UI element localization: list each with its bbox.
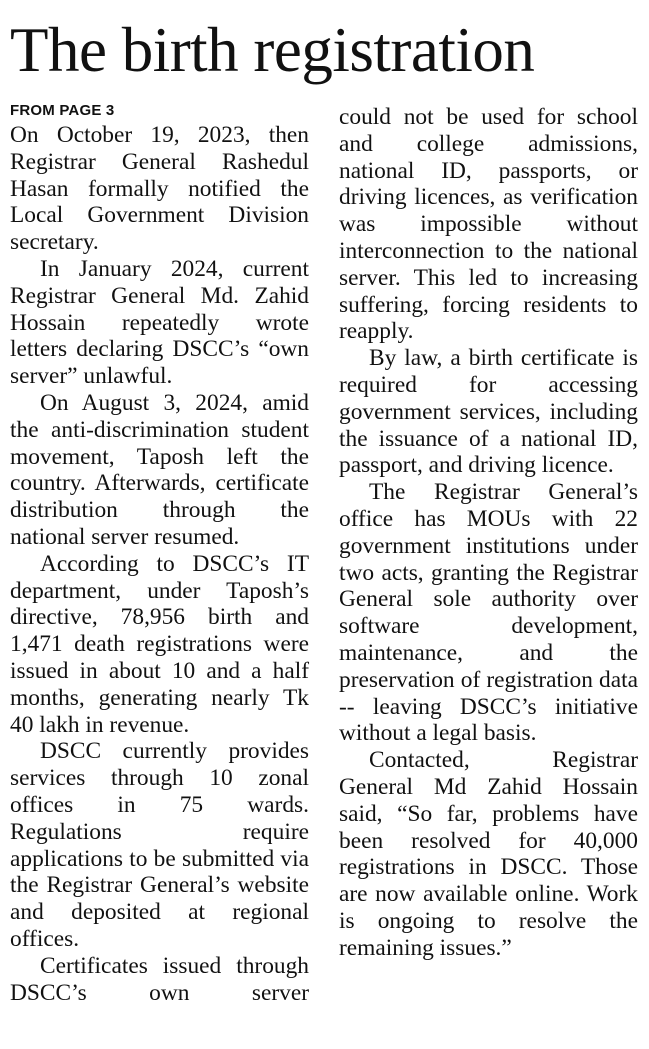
paragraph: In January 2024, current Registrar General Md. Zahid Hossain repeatedly wrote letters declaring DSCC’s “own server” unlawful. [10, 255, 309, 390]
continuation-kicker: FROM PAGE 3 [10, 102, 115, 119]
paragraph: Contacted, Registrar General Md Zahid Hossain said, “So far, problems have been resolved for 40,000 registrations in DSCC. Those are now available online. Work is ongoing to resolve the remaining issues.” [339, 747, 638, 961]
paragraph: could not be used for school and college admissions, national ID, passports, or driving licences, as verification was impossible without interconnection to the national server. This led to increasing suffering, forcing residents to reapply. [339, 104, 638, 345]
headline: The birth registration [10, 15, 535, 85]
paragraph: The Registrar General’s office has MOUs with 22 government institutions under two acts, granting the Registrar General sole authority over software development, maintenance, and the preservation of registration data -- leaving DSCC’s initiative without a legal basis. [339, 479, 638, 747]
article-column-1 [10, 100, 309, 1006]
paragraph: Certificates issued through DSCC’s own server [10, 952, 309, 1006]
paragraph: On October 19, 2023, then Registrar General Rashedul Hasan formally notified the Local Government Division secretary. [10, 122, 309, 256]
article-column-2 [339, 104, 638, 962]
paragraph: According to DSCC’s IT department, under Taposh’s directive, 78,956 birth and 1,471 death registrations were issued in about 10 and a half months, generating nearly Tk 40 lakh in revenue. [10, 550, 309, 738]
paragraph: On August 3, 2024, amid the anti-discrimination student movement, Taposh left the country. Afterwards, certificate distribution through the national server resumed. [10, 389, 309, 550]
paragraph: By law, a birth certificate is required for accessing government services, including the issuance of a national ID, passport, and driving licence. [339, 345, 638, 479]
paragraph: DSCC currently provides services through 10 zonal offices in 75 wards. Regulations require applications to be submitted via the Registrar General’s website and deposited at regional offices. [10, 738, 309, 952]
